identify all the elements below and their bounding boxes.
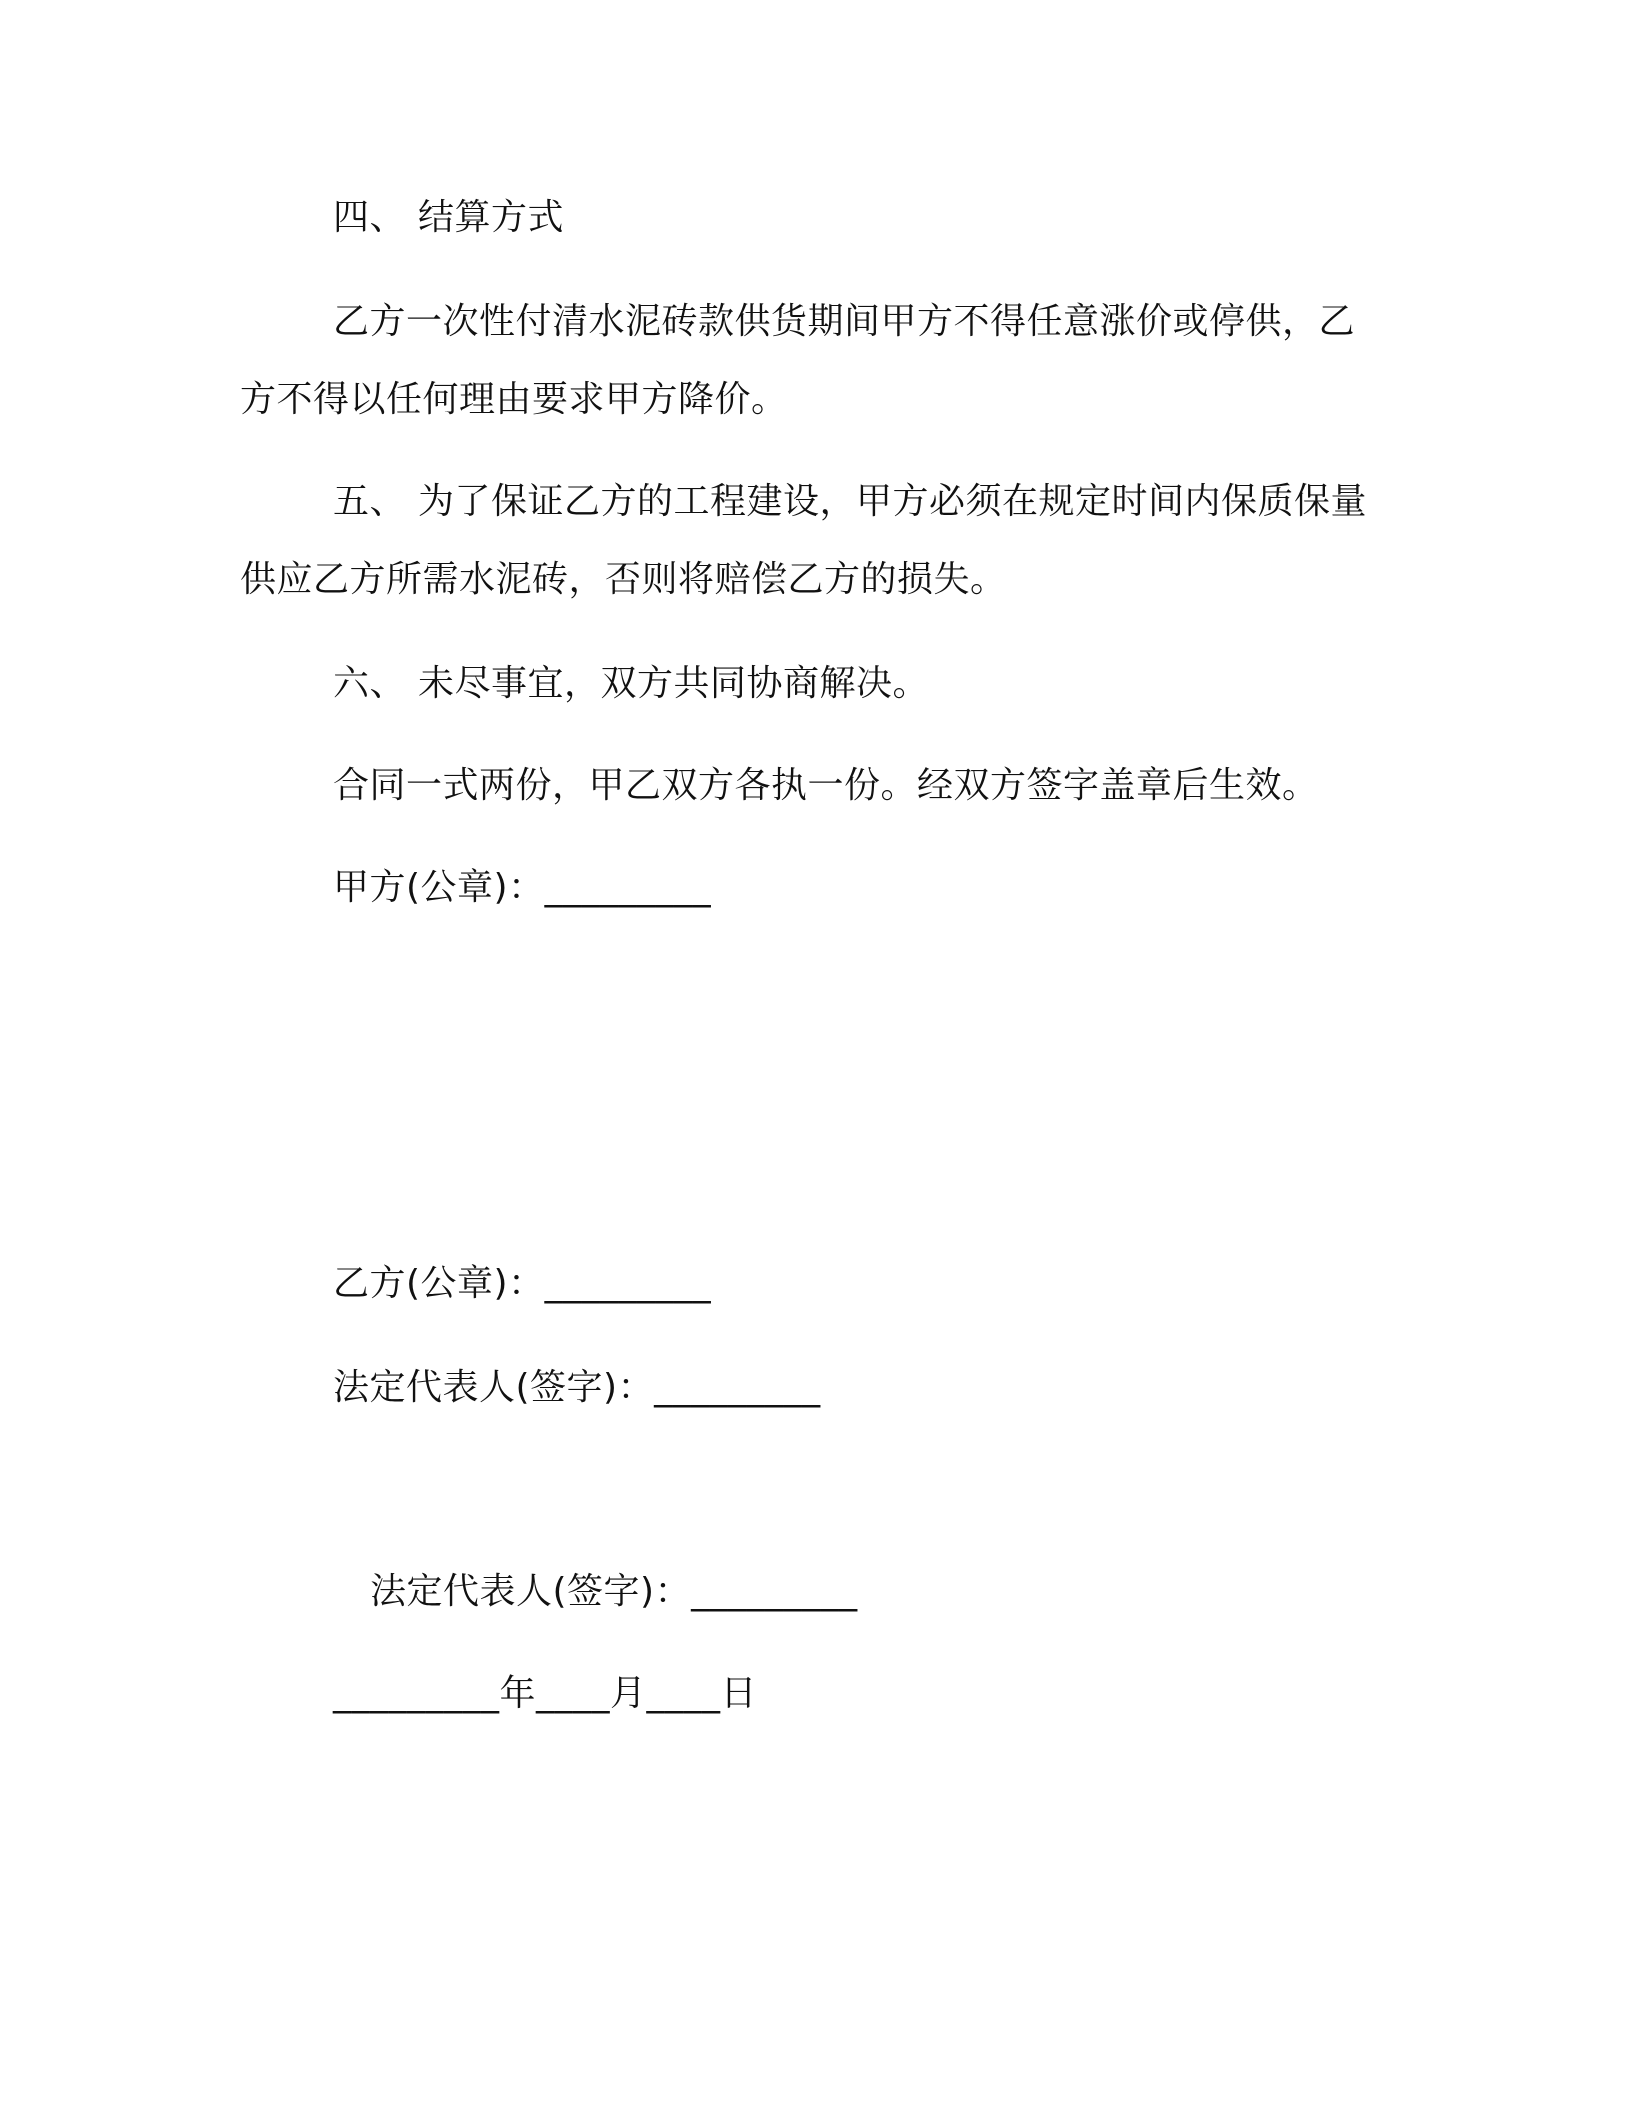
section-4-body-line-1: 乙方一次性付清水泥砖款供货期间甲方不得任意涨价或停供，乙 [333, 301, 1356, 342]
legal-representative-line-2: 法定代表人(签字)：_________ [370, 1571, 858, 1612]
section-4-body-line-2: 方不得以任何理由要求甲方降价。 [240, 379, 788, 420]
section-6: 六、 未尽事宜，双方共同协商解决。 [333, 663, 929, 704]
party-b-seal-line: 乙方(公章)：_________ [333, 1263, 712, 1304]
party-a-seal-line: 甲方(公章)：_________ [333, 867, 712, 908]
section-5-line-2: 供应乙方所需水泥砖，否则将赔偿乙方的损失。 [240, 559, 1007, 600]
date-line: _________年____月____日 [333, 1673, 757, 1714]
copies-clause: 合同一式两份，甲乙双方各执一份。经双方签字盖章后生效。 [333, 765, 1319, 806]
section-5-line-1: 五、 为了保证乙方的工程建设，甲方必须在规定时间内保质保量 [333, 481, 1367, 522]
legal-representative-line-1: 法定代表人(签字)：_________ [333, 1367, 821, 1408]
section-4-heading: 四、 结算方式 [333, 197, 564, 238]
